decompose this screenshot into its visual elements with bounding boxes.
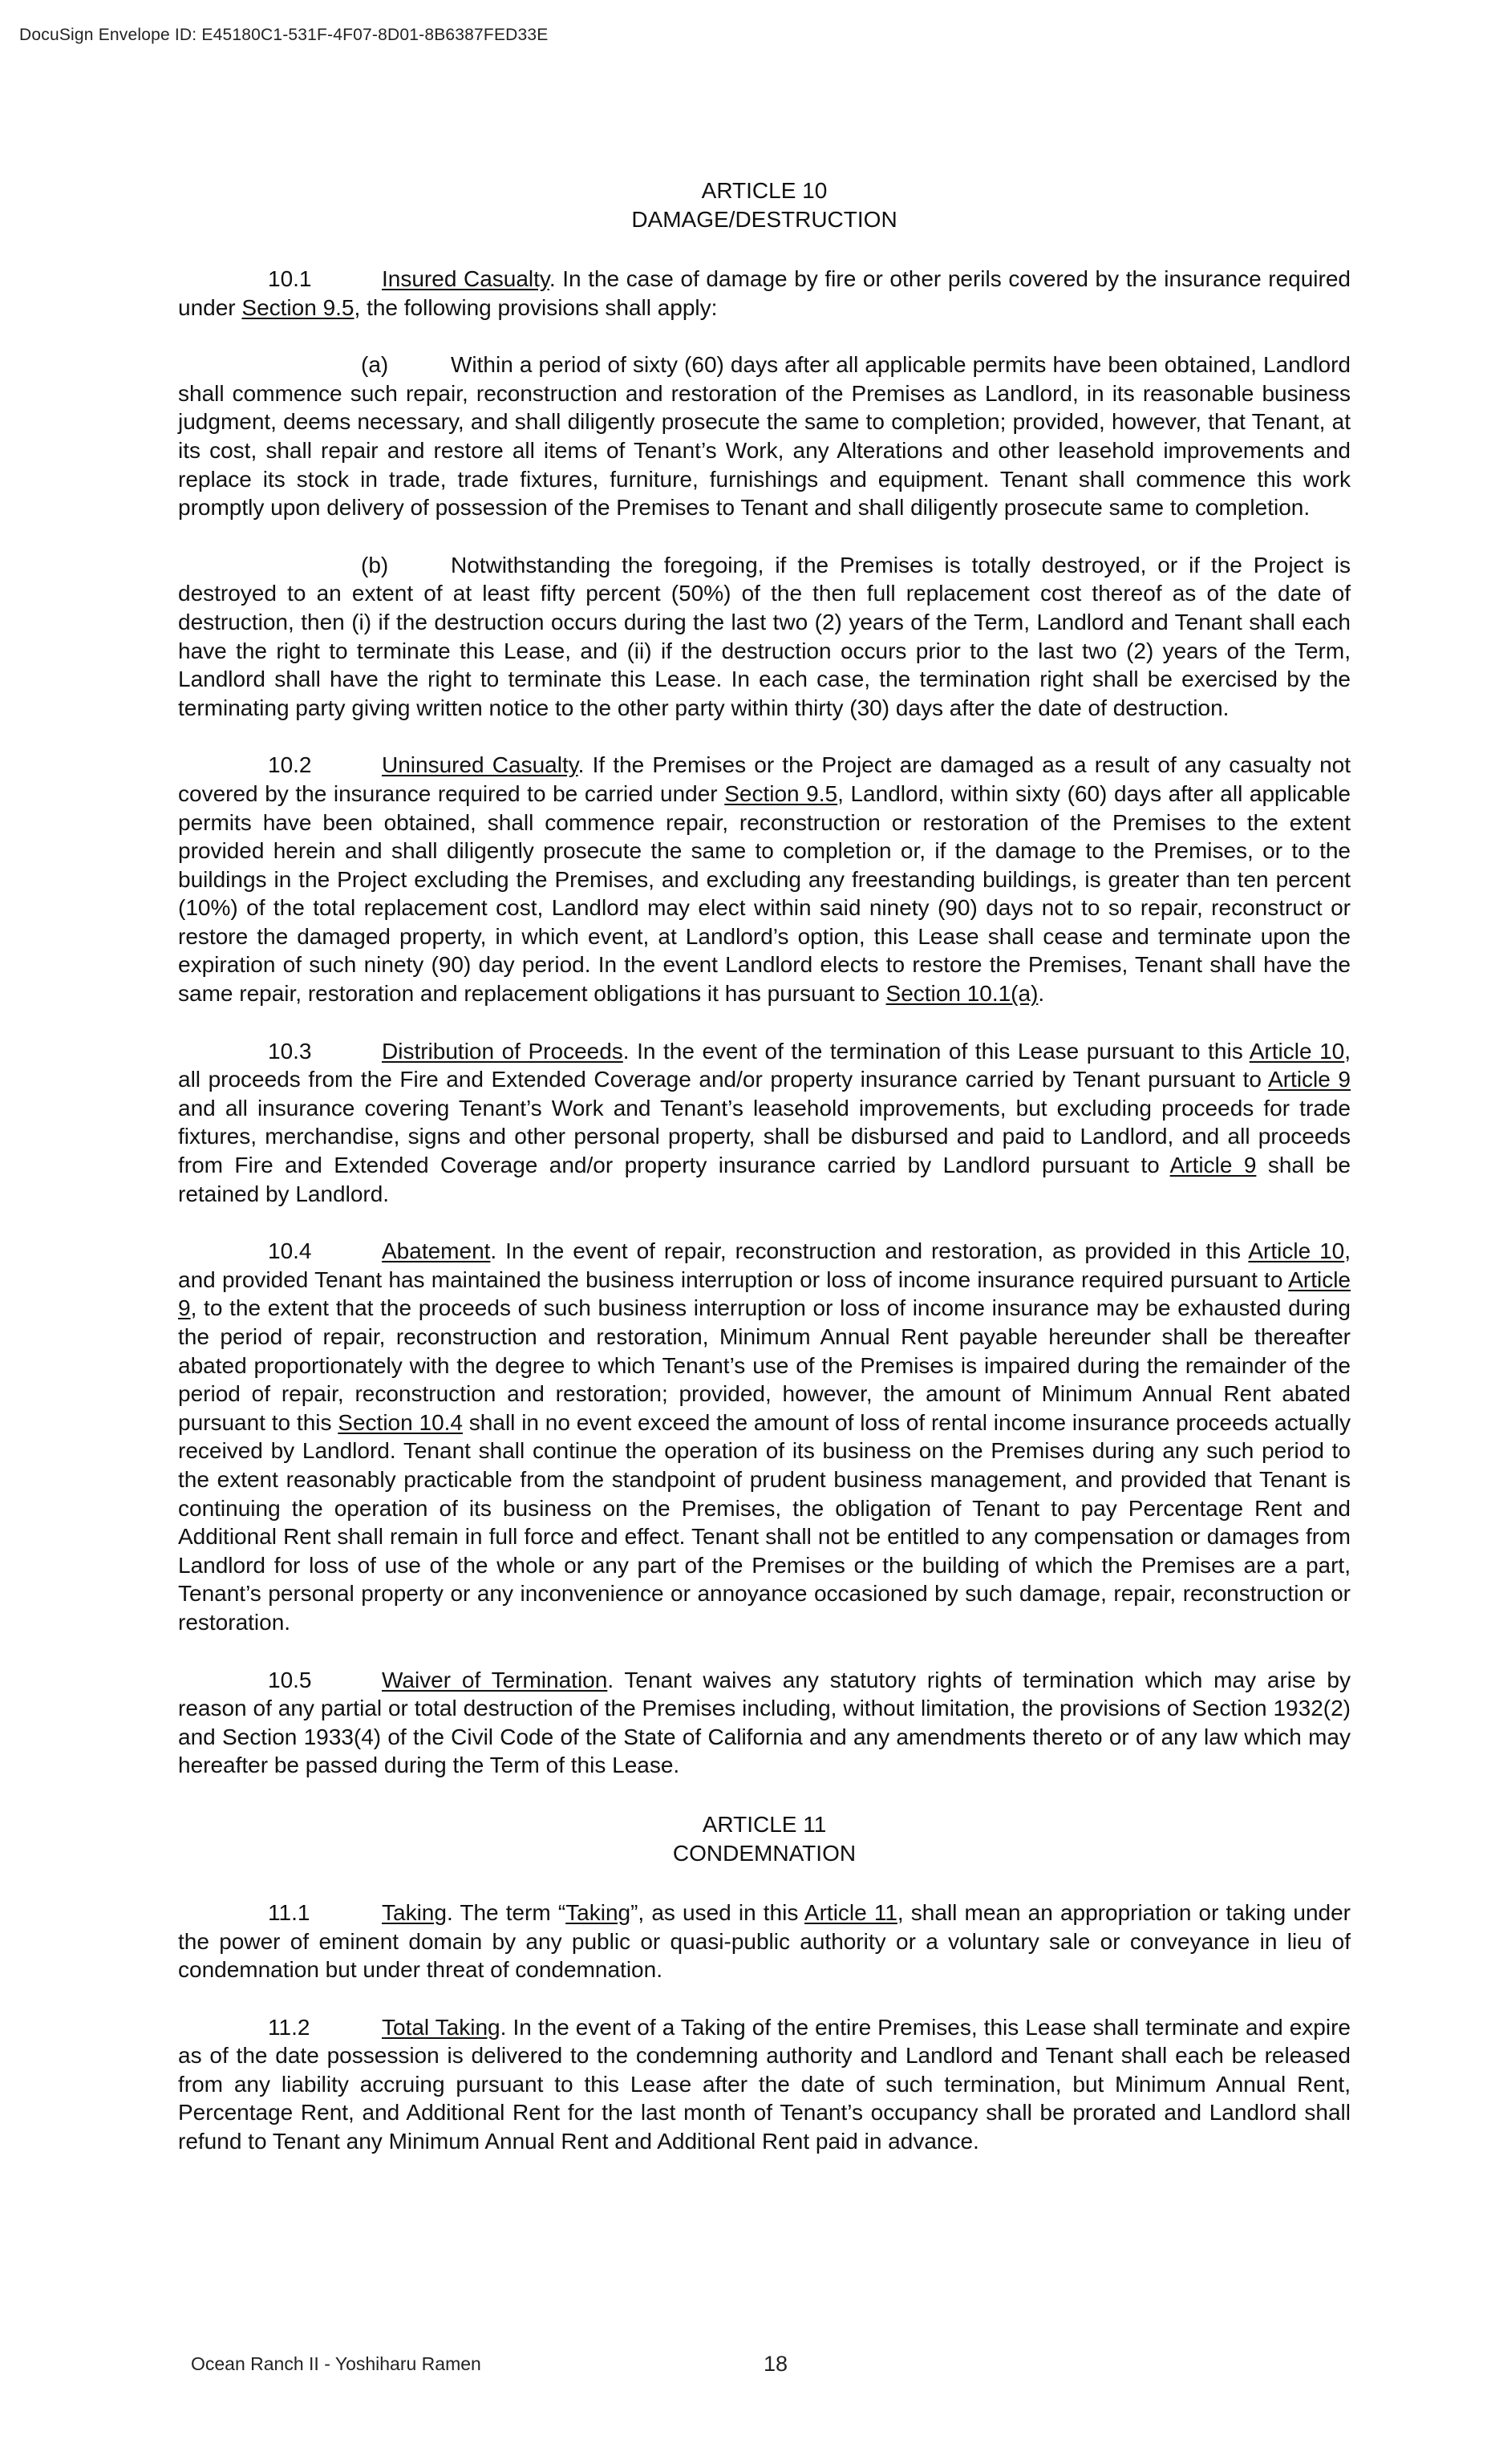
subsection-label: (b): [361, 552, 389, 578]
section-text: and all insurance covering Tenant’s Work and Tenant’s leasehold improvements, but excluding proceeds for trade fixtures, merchandise, signs and other personal property, shall be disbursed and paid to Landlord, and all proceeds from Fire and Extended Coverage and/or property insurance carried by Landlord pursuant to: [178, 1095, 1351, 1178]
section-10-3: [178, 1037, 1351, 1209]
section-text: .: [1038, 981, 1045, 1007]
article-11-subtitle: CONDEMNATION: [672, 1840, 857, 1866]
section-text: . In the event of a Taking of the entire Premises, this Lease shall terminate and expire as of the date possession is delivered to the condemning authority and Landlord and Tenant shall each be released from any liability accruing pursuant to this Lease after the date of such termination, but Minimum Annual Rent, Percentage Rent, and Additional Rent for the last month of Tenant’s occupancy shall be prorated and Landlord shall refund to Tenant any Minimum Annual Rent and Additional Rent paid in advance.: [178, 2014, 1351, 2154]
article-11-title: ARTICLE 11: [702, 1811, 827, 1837]
cross-reference: Article 9: [178, 1266, 1351, 1321]
subsection-text: Notwithstanding the foregoing, if the Premises is totally destroyed, or if the Project is destroyed to an extent of at least fifty percent (50%) of the then full replacement cost thereof as of the date of destruction, then (i) if the destruction occurs during the last two (2) years of the Term, Landlord and Tenant shall each have the right to terminate this Lease, and (ii) if the destruction occurs prior to the last two (2) years of the Term, Landlord shall have the right to terminate this Lease. In each case, the termination right shall be exercised by the terminating party giving written notice to the other party within thirty (30) days after the date of destruction.: [178, 552, 1351, 720]
section-heading: Waiver of Termination: [382, 1667, 608, 1692]
section-text: . In the event of the termination of this Lease pursuant to this: [622, 1038, 1250, 1064]
docusign-envelope-id: DocuSign Envelope ID: E45180C1-531F-4F07-8D01-8B6387FED33E: [19, 26, 549, 44]
section-text: , all proceeds from the Fire and Extended Coverage and/or property insurance carried by Tenant pursuant to: [178, 1038, 1351, 1092]
section-heading: Uninsured Casualty: [382, 752, 578, 778]
footer-document-name: Ocean Ranch II - Yoshiharu Ramen: [191, 2353, 481, 2374]
cross-reference: Section 9.5: [241, 294, 355, 320]
subsection-label: (a): [361, 352, 389, 378]
cross-reference: Section 9.5: [724, 780, 838, 806]
cross-reference: Article 10: [1249, 1038, 1345, 1064]
section-text: ”, as used in this: [630, 1899, 804, 1925]
cross-reference: Article 9: [1268, 1067, 1351, 1092]
cross-reference: Article 10: [1248, 1238, 1345, 1264]
section-number: 10.1: [268, 266, 312, 291]
document-body: [178, 176, 1351, 2178]
section-text: . In the event of repair, reconstruction and restoration, as provided in this: [490, 1238, 1249, 1264]
section-text: shall be retained by Landlord.: [178, 1153, 1351, 1206]
section-text: . Tenant waives any statutory rights of termination which may arise by reason of any partial or total destruction of the Premises including, without limitation, the provisions of Section 1932(2) and Section 1933(4) of the Civil Code of the State of California and any amendments thereto or of any law which may hereafter be passed during the Term of this Lease.: [178, 1667, 1351, 1778]
section-10-1-b: [178, 551, 1351, 723]
section-10-1-a: [178, 351, 1351, 522]
section-number: 10.4: [268, 1238, 312, 1264]
section-10-2: [178, 751, 1351, 1007]
cross-reference: Article 9: [1169, 1153, 1257, 1178]
section-11-2: [178, 2013, 1351, 2156]
section-text: . In the case of damage by fire or other perils covered by the insurance required under: [178, 266, 1351, 320]
section-10-5: [178, 1666, 1351, 1780]
article-10-title: ARTICLE 10: [701, 178, 828, 203]
subsection-text: Within a period of sixty (60) days after all applicable permits have been obtained, Landlord shall commence such repair, reconstruction and restoration of the Premises as Landlord, in its reasonable business judgment, deems necessary, and shall diligently prosecute the same to completion; provided, however, that Tenant, at its cost, shall repair and restore all items of Tenant’s Work, any Alterations and other leasehold improvements and replace its stock in trade, trade fixtures, furniture, furnishings and equipment. Tenant shall commence this work promptly upon delivery of possession of the Premises to Tenant and shall diligently prosecute same to completion.: [178, 352, 1351, 521]
section-heading: Abatement: [382, 1238, 491, 1264]
section-text: , Landlord, within sixty (60) days after all applicable permits have been obtained, shall commence repair, reconstruction or restoration of the Premises to the extent provided herein and shall diligently prosecute the same to completion or, if the damage to the Premises, or to the buildings in the Project excluding the Premises, and excluding any freestanding buildings, is greater than ten percent (10%) of the total replacement cost, Landlord may elect within said ninety (90) days not to so repair, reconstruct or restore the damaged property, in which event, at Landlord’s option, this Lease shall cease and terminate upon the expiration of such ninety (90) day period. In the event Landlord elects to restore the Premises, Tenant shall have the same repair, restoration and replacement obligations it has pursuant to: [178, 780, 1351, 1007]
cross-reference: Article 11: [804, 1899, 897, 1925]
section-text: , the following provisions shall apply:: [354, 294, 718, 320]
cross-reference: Section 10.1(a): [885, 981, 1039, 1007]
article-10-subtitle: DAMAGE/DESTRUCTION: [631, 207, 897, 232]
section-number: 10.2: [268, 752, 312, 778]
section-heading: Taking: [382, 1899, 447, 1925]
section-number: 11.1: [268, 1899, 310, 1925]
section-11-1: [178, 1899, 1351, 1984]
page-number: 18: [764, 2352, 788, 2376]
section-text: , to the extent that the proceeds of such business interruption or loss of income insurance may be exhausted during the period of repair, reconstruction and restoration, Minimum Annual Rent payable hereunder shall be thereafter abated proportionately with the degree to which Tenant’s use of the Premises is impaired during the remainder of the period of repair, reconstruction and restoration; provided, however, the amount of Minimum Annual Rent abated pursuant to this: [178, 1295, 1351, 1435]
section-text: . If the Premises or the Project are damaged as a result of any casualty not covered by the insurance required to be carried under: [178, 752, 1351, 806]
section-text: . The term “: [446, 1899, 566, 1925]
section-10-4: [178, 1237, 1351, 1636]
section-number: 10.3: [268, 1038, 312, 1064]
cross-reference: Section 10.4: [338, 1409, 463, 1435]
section-10-1: [178, 265, 1351, 322]
section-text: , and provided Tenant has maintained the business interruption or loss of income insurance required pursuant to: [178, 1238, 1351, 1292]
defined-term: Taking: [565, 1899, 631, 1925]
section-text: shall in no event exceed the amount of loss of rental income insurance proceeds actually received by Landlord. Tenant shall continue the operation of its business on the Premises during any such period to the extent reasonably practicable from the standpoint of prudent business management, and provided that Tenant is continuing the operation of its business on the Premises, the obligation of Tenant to pay Percentage Rent and Additional Rent shall remain in full force and effect. Tenant shall not be entitled to any compensation or damages from Landlord for loss of use of the whole or any part of the Premises or the building of which the Premises are a part, Tenant’s personal property or any inconvenience or annoyance occasioned by such damage, repair, reconstruction or restoration.: [178, 1409, 1351, 1635]
section-heading: Insured Casualty: [382, 266, 549, 291]
section-number: 11.2: [268, 2014, 310, 2040]
section-heading: Distribution of Proceeds: [382, 1038, 623, 1064]
section-heading: Total Taking: [382, 2014, 500, 2040]
section-number: 10.5: [268, 1667, 312, 1692]
section-text: , shall mean an appropriation or taking under the power of eminent domain by any public or quasi-public authority or a voluntary sale or conveyance in lieu of condemnation but under threat of condemnation.: [178, 1899, 1351, 1983]
